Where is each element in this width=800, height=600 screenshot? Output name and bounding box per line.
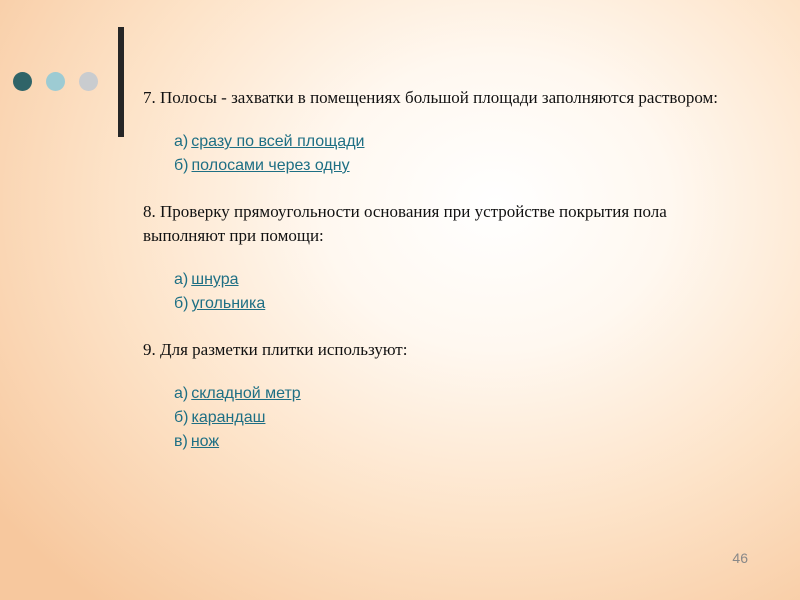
answer-link[interactable]: шнура: [191, 271, 239, 288]
answer-8a[interactable]: а) шнура: [174, 271, 239, 288]
answer-9c[interactable]: в) нож: [174, 433, 220, 450]
slide-content: [143, 86, 743, 476]
answer-link[interactable]: карандаш: [191, 409, 266, 426]
answers-9: [174, 382, 743, 454]
answer-link[interactable]: складной метр: [191, 385, 301, 402]
vertical-divider: [118, 27, 124, 137]
dot-dark-teal: [13, 72, 32, 91]
dot-light-blue: [46, 72, 65, 91]
question-9: 9. Для разметки плитки используют:: [143, 340, 408, 359]
answer-7b[interactable]: б) полосами через одну: [174, 157, 350, 174]
answer-link[interactable]: сразу по всей площади: [191, 133, 365, 150]
answers-8: [174, 268, 743, 316]
answer-8b[interactable]: б) угольника: [174, 295, 266, 312]
answer-link[interactable]: нож: [190, 433, 220, 450]
answer-link[interactable]: полосами через одну: [191, 157, 350, 174]
question-8: 8. Проверку прямоугольности основания при устройстве покрытия пола выполняют при помощи:: [143, 202, 667, 245]
answer-9a[interactable]: а) складной метр: [174, 385, 301, 402]
decorative-dots: [13, 72, 98, 91]
answers-7: [174, 130, 743, 178]
page-number: 46: [732, 550, 748, 566]
question-7: 7. Полосы - захватки в помещениях большой площади заполняются раствором:: [143, 88, 718, 107]
answer-9b[interactable]: б) карандаш: [174, 409, 266, 426]
answer-7a[interactable]: а) сразу по всей площади: [174, 133, 365, 150]
answer-link[interactable]: угольника: [191, 295, 266, 312]
dot-gray: [79, 72, 98, 91]
